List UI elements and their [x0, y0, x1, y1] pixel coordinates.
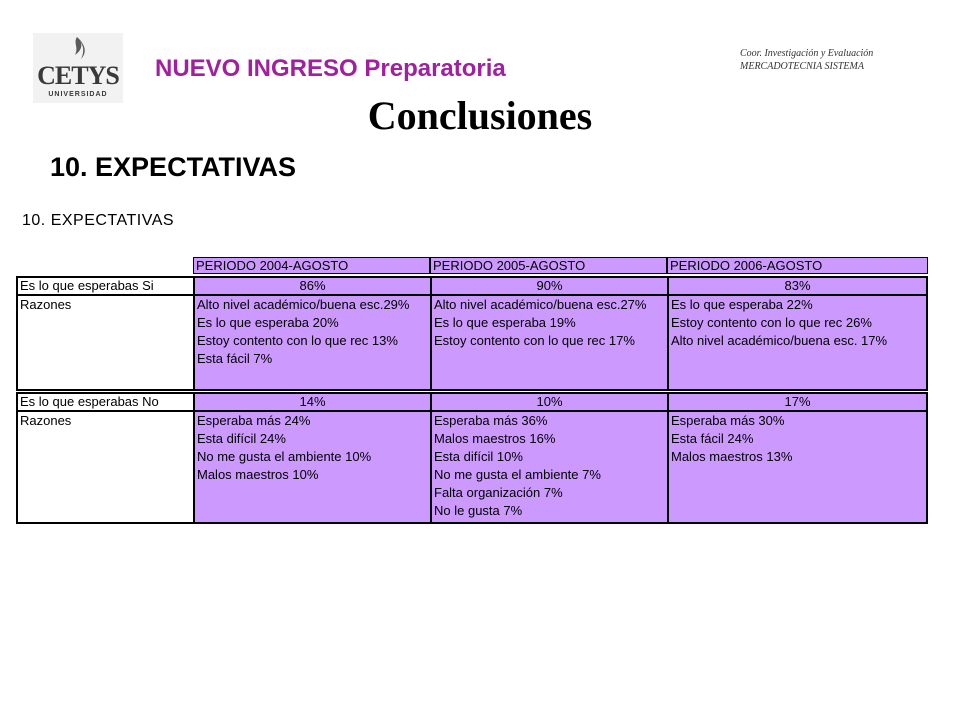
reason-item: Malos maestros 13% [671, 449, 793, 464]
reason-item: Estoy contento con lo que rec 13% [197, 333, 398, 348]
yes-reasons-label: Razones [16, 294, 195, 391]
expectations-table [16, 257, 928, 524]
reason-item: Esta difícil 10% [434, 449, 523, 464]
reason-item: No me gusta el ambiente 10% [197, 449, 372, 464]
coordination-line-2: MERCADOTECNIA SISTEMA [740, 61, 864, 72]
reason-item: Falta organización 7% [434, 485, 563, 500]
yes-reasons-2005 [430, 294, 669, 391]
reason-item: Esperaba más 36% [434, 413, 548, 428]
reason-item: Malos maestros 10% [197, 467, 319, 482]
logo-wordmark: CETYS [37, 61, 119, 90]
yes-value-2006: 83% [667, 276, 928, 296]
yes-value-2004: 86% [193, 276, 432, 296]
reason-item: Alto nivel académico/buena esc.27% [434, 297, 647, 312]
period-header-2005: PERIODO 2005-AGOSTO [430, 257, 667, 274]
reason-item: Malos maestros 16% [434, 431, 556, 446]
program-title: NUEVO INGRESO Preparatoria [155, 55, 506, 82]
no-value-2005: 10% [430, 392, 669, 412]
reason-item: Esperaba más 24% [197, 413, 311, 428]
no-row-label: Es lo que esperabas No [16, 392, 195, 412]
reason-item: Esta fácil 24% [671, 431, 754, 446]
reason-item: Es lo que esperaba 19% [434, 315, 576, 330]
reason-item: Esperaba más 30% [671, 413, 785, 428]
no-value-2004: 14% [193, 392, 432, 412]
table-caption: 10. EXPECTATIVAS [22, 212, 175, 229]
reason-item: Esta fácil 7% [197, 351, 273, 366]
no-reasons-2004 [193, 410, 432, 524]
section-heading: 10. EXPECTATIVAS [50, 152, 297, 182]
reason-item: No le gusta 7% [434, 503, 523, 518]
reason-item: No me gusta el ambiente 7% [434, 467, 601, 482]
coordination-line-1: Coor. Investigación y Evaluación [740, 48, 874, 59]
coordination-note [740, 47, 873, 73]
no-reasons-2006 [667, 410, 928, 524]
yes-value-2005: 90% [430, 276, 669, 296]
reason-item: Esta difícil 24% [197, 431, 286, 446]
no-value-2006: 17% [667, 392, 928, 412]
reason-item: Alto nivel académico/buena esc.29% [197, 297, 410, 312]
yes-row-label: Es lo que esperabas Si [16, 276, 195, 296]
logo-subtext: UNIVERSIDAD [48, 91, 108, 98]
reason-item: Estoy contento con lo que rec 17% [434, 333, 635, 348]
period-header-2006: PERIODO 2006-AGOSTO [667, 257, 928, 274]
yes-reasons-2006 [667, 294, 928, 391]
reason-item: Estoy contento con lo que rec 26% [671, 315, 872, 330]
no-reasons-label: Razones [16, 410, 195, 524]
reason-item: Es lo que esperaba 20% [197, 315, 339, 330]
no-reasons-2005 [430, 410, 669, 524]
page-title: Conclusiones [367, 93, 593, 138]
yes-reasons-2004 [193, 294, 432, 391]
reason-item: Alto nivel académico/buena esc. 17% [671, 333, 888, 348]
reason-item: Es lo que esperaba 22% [671, 297, 813, 312]
period-header-2004: PERIODO 2004-AGOSTO [193, 257, 430, 274]
